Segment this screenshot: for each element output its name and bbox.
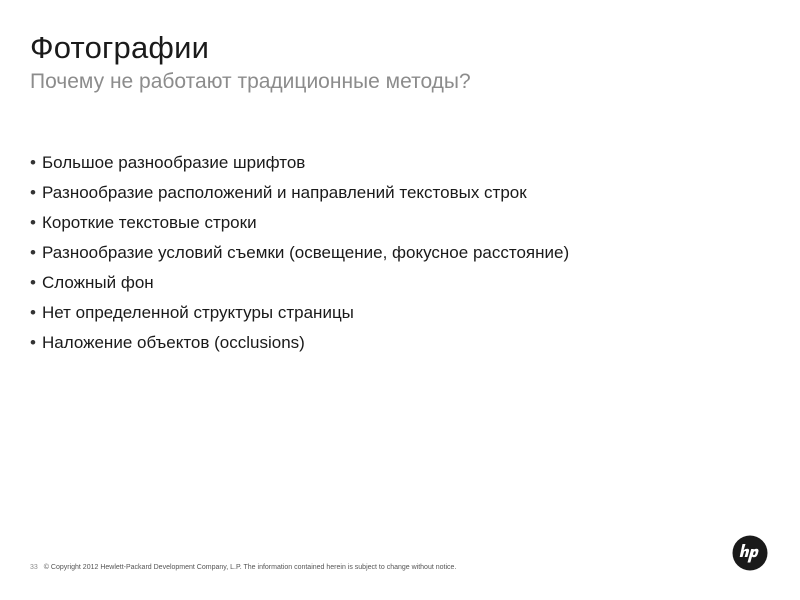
bullet-marker: • [30,333,36,352]
bullet-text: Большое разнообразие шрифтов [42,153,306,172]
hp-logo-icon [732,535,768,571]
bullet-marker: • [30,183,36,202]
bullet-marker: • [30,303,36,322]
footer [30,563,456,573]
copyright-notice: © Copyright 2012 Hewlett-Packard Development Company, L.P. The information contained herein is subject to change without notice. [43,564,457,571]
bullet-text: Сложный фон [42,273,154,292]
bullet-item [30,242,569,272]
page-number: 33 [30,564,38,571]
bullet-marker: • [30,213,36,232]
bullet-item [30,152,569,182]
bullet-item [30,272,569,302]
bullet-item [30,332,569,362]
bullet-text: Разнообразие условий съемки (освещение, фокусное расстояние) [42,243,570,262]
bullet-text: Короткие текстовые строки [42,213,257,232]
bullet-item [30,182,569,212]
bullet-marker: • [30,243,36,262]
bullet-marker: • [30,153,36,172]
slide-subtitle: Почему не работают традиционные методы? [30,70,471,93]
bullet-text: Наложение объектов (occlusions) [42,333,305,352]
bullet-list [30,152,569,362]
bullet-item [30,212,569,242]
bullet-marker: • [30,273,36,292]
bullet-text: Нет определенной структуры страницы [42,303,354,322]
bullet-text: Разнообразие расположений и направлений текстовых строк [42,183,527,202]
slide-title: Фотографии [30,30,210,65]
bullet-item [30,302,569,332]
